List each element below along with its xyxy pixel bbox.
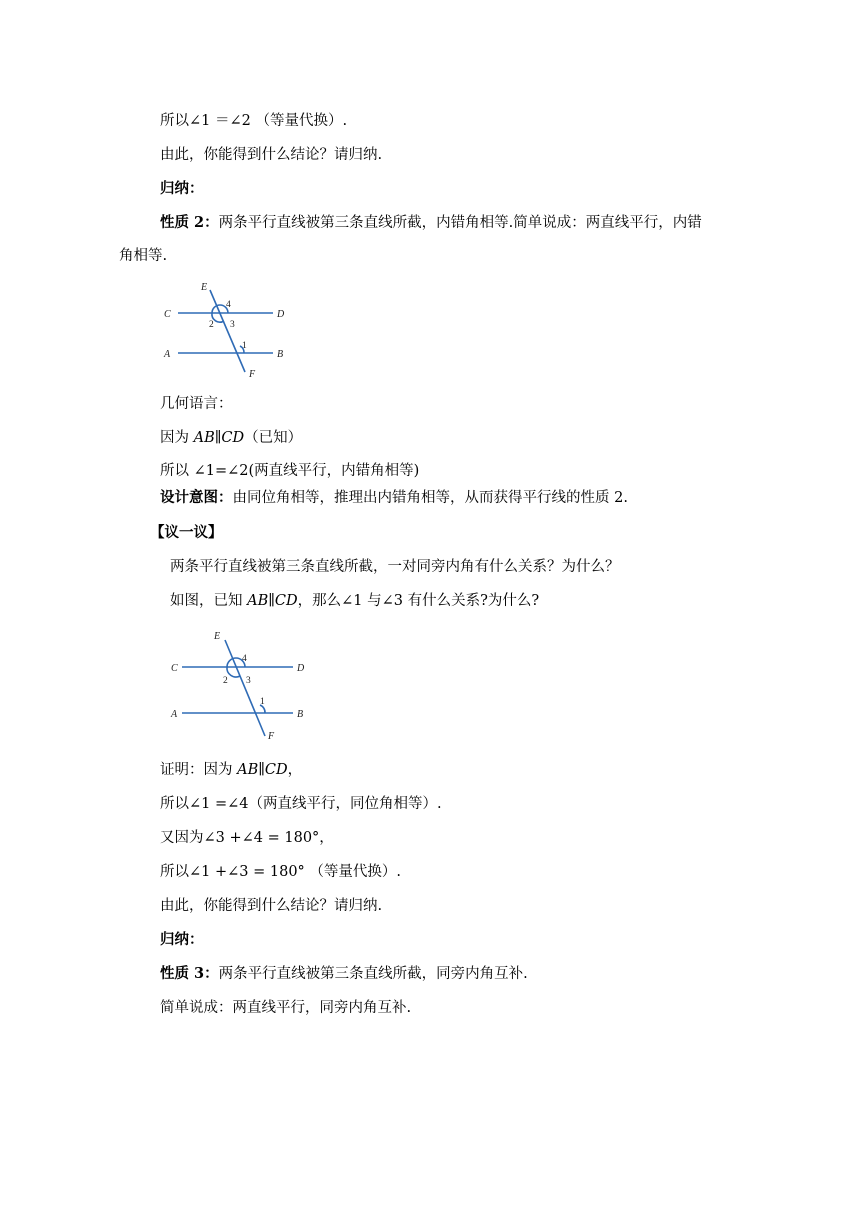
design-intent-line	[160, 488, 628, 508]
proof-math: AB∥CD	[237, 762, 288, 778]
prompt-suffix: ，那么∠1 与∠3 有什么关系?为什么?	[297, 593, 540, 609]
proof-prefix: 证明：因为	[160, 762, 238, 778]
property-2-text: 两条平行直线被第三条直线所截，内错角相等.简单说成：两直线平行，内错	[218, 215, 702, 231]
discussion-question: 两条平行直线被第三条直线所截，一对同旁内角有什么关系？为什么？	[170, 559, 620, 575]
label-D: D	[277, 309, 285, 320]
angle-label-3: 3	[246, 676, 251, 686]
label-C: C	[171, 663, 178, 674]
given-suffix: （已知）	[244, 430, 303, 446]
summary-heading-2: 归纳：	[160, 931, 204, 948]
parallel-lines-figure-1	[160, 278, 300, 380]
given-line	[160, 428, 302, 448]
proof-start	[160, 760, 302, 780]
property-2-label: 性质 2：	[160, 214, 219, 231]
therefore-line: 所以 ∠1=∠2(两直线平行，内错角相等)	[160, 463, 420, 479]
parallel-lines-figure-2	[168, 626, 318, 744]
label-A: A	[164, 349, 171, 360]
angle-label-4: 4	[226, 300, 231, 310]
prompt-prefix: 如图，已知	[170, 593, 248, 609]
question-line-2: 由此，你能得到什么结论？请归纳.	[160, 898, 383, 914]
given-prefix: 因为	[160, 430, 194, 446]
property-3-line	[160, 964, 528, 984]
angle-label-1: 1	[260, 697, 265, 707]
design-intent-label: 设计意图：	[160, 489, 233, 506]
discussion-prompt	[170, 591, 539, 611]
label-B: B	[277, 349, 284, 360]
label-A: A	[171, 709, 178, 720]
angle-label-4: 4	[242, 654, 247, 664]
discussion-heading: 【议一议】	[150, 524, 223, 541]
proof-step-2: 又因为∠3 +∠4 = 180°，	[160, 830, 334, 846]
label-F: F	[249, 369, 256, 380]
geometry-language-label: 几何语言：	[160, 396, 233, 412]
label-F: F	[268, 731, 275, 742]
label-B: B	[297, 709, 304, 720]
design-intent-text: 由同位角相等，推理出内错角相等，从而获得平行线的性质 2.	[232, 490, 628, 506]
angle-label-1: 1	[242, 341, 247, 351]
label-C: C	[164, 309, 171, 320]
property-3-short: 简单说成：两直线平行，同旁内角互补.	[160, 1000, 412, 1016]
property-3-label: 性质 3：	[160, 965, 219, 982]
summary-heading: 归纳：	[160, 180, 204, 197]
proof-step-1: 所以∠1 =∠4（两直线平行，同位角相等）.	[160, 796, 442, 812]
given-math: AB∥CD	[193, 430, 245, 446]
conclusion-line: 所以∠1 ＝∠2 （等量代换）.	[160, 113, 348, 129]
property-3-text: 两条平行直线被第三条直线所截，同旁内角互补.	[218, 966, 528, 982]
property-2-continuation: 角相等.	[119, 248, 168, 264]
question-line: 由此，你能得到什么结论？请归纳.	[160, 147, 383, 163]
angle-label-3: 3	[230, 320, 235, 330]
proof-step-3: 所以∠1 +∠3 = 180° （等量代换）.	[160, 864, 402, 880]
angle-label-2: 2	[223, 676, 228, 686]
property-2-line	[160, 213, 702, 233]
label-E: E	[201, 282, 208, 293]
label-D: D	[297, 663, 305, 674]
angle-label-2: 2	[209, 320, 214, 330]
prompt-math: AB∥CD	[247, 593, 298, 609]
label-E: E	[214, 631, 221, 642]
proof-suffix: ，	[287, 762, 303, 778]
